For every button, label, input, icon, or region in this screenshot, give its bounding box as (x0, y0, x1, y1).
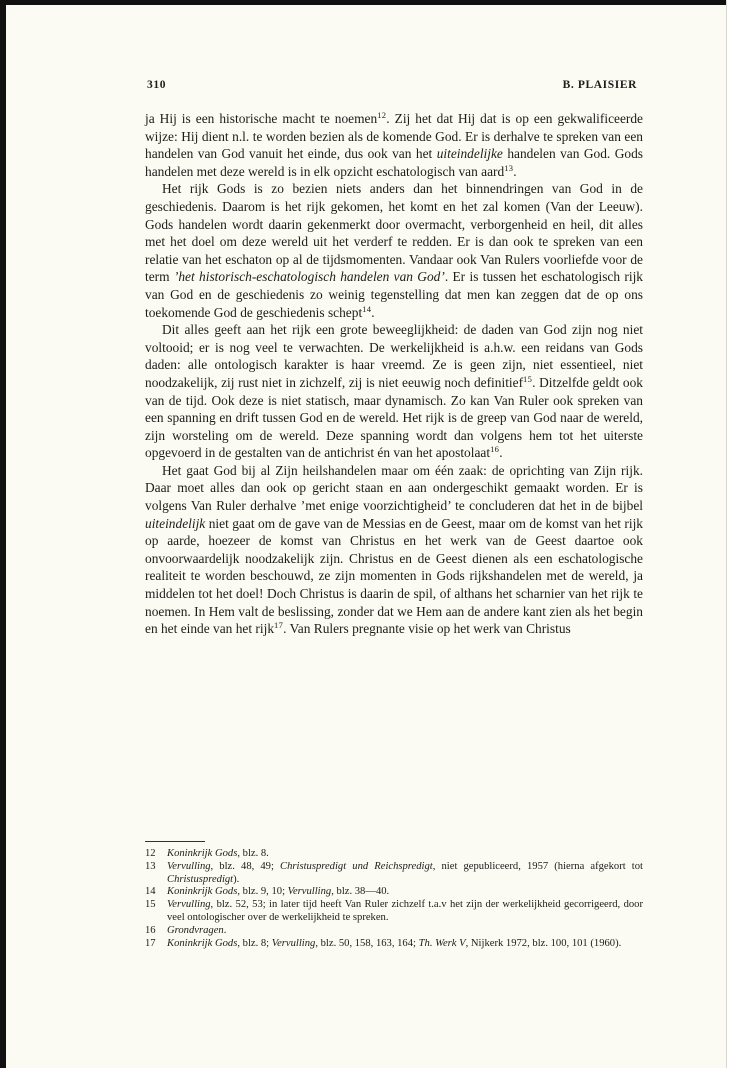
italic-text: Th. Werk V (418, 937, 466, 949)
page-number: 310 (147, 79, 167, 91)
italic-text: Koninkrijk Gods (167, 937, 238, 949)
italic-text: Vervulling (167, 899, 211, 911)
italic-text: Vervulling (271, 937, 316, 949)
running-author: B. PLAISIER (562, 79, 637, 91)
text-run: . (371, 304, 375, 320)
italic-text: Koninkrijk Gods (167, 848, 238, 859)
footnote-ref: 12 (377, 110, 387, 120)
italic-text: Koninkrijk Gods (167, 886, 238, 898)
text-run: . Ditzelfde geldt ook van de tijd. Ook deze is niet statisch, maar dynamisch. Zo kan Van Ruler ook spreken van een spanning en drift tussen God en de wereld. Het rijk is de greep van God naar de wereld, zijn worsteling om de wereld. Deze spanning wordt dan volgens hem tot het uiterste opgevoerd in de gestalten van de antichrist én van het apostolaat (145, 374, 644, 461)
footnote (145, 848, 643, 861)
italic-text: Vervulling (287, 886, 332, 898)
footnote (145, 886, 643, 899)
text-run: ja Hij is een historische macht te noemen (145, 111, 378, 126)
italic-text: Vervulling (167, 860, 211, 872)
italic-text: Grondvragen (167, 924, 224, 936)
footnote (145, 938, 643, 951)
text-run: Dit alles geeft aan het rijk een grote beweeglijkheid: de daden van God zijn nog niet voltooid; er is nog veel te verwachten. De werkelijkheid is a.h.w. een reidans van Gods daden: alle ontologisch karakter is haar vreemd. Ze is geen zijn, niet essentieel, niet noodzakelijk, zij rust niet in zichzelf, zij is niet eeuwig noch definitief (145, 322, 643, 390)
footnote-number: 15 (145, 899, 156, 911)
text-run: niet gaat om de gave van de Messias en de Geest, maar om de komst van het rijk op aarde, hoezeer de komst van Christus en het werk van de Geest daartoe ook onvoorwaardelijk noodzakelijk zijn. Christus en de Geest dienen als een eschatologische realiteit te worden beschouwd, ze zijn momenten in Gods rijkshandelen met de wereld, ja middelen tot het doel! Doch Christus is daarin de spil, of althans het scharnier van het rijk te noemen. In Hem valt de beslissing, zonder dat we Hem aan de andere kant zien als het begin en het einde van het rijk (145, 515, 643, 637)
scan-margin-right (727, 0, 738, 1068)
text-run: . (223, 924, 227, 936)
text-run: , blz. 52, 53; in later tijd heeft Van Ruler zichzelf t.a.v het zijn der werkelijkheid gecorrigeerd, door veel ontologischer over de werkelijkheid te spreken. (167, 899, 643, 923)
text-run: Het rijk Gods is zo bezien niets anders dan het binnendringen van God in de geschiedenis. Daarom is het rijk gekomen, het komt en het zal komen (Van der Leeuw). Gods handelen wordt daarin gekenmerkt door overmacht, verborgenheid en heil, dit alles met het doel om deze wereld uit het verderf te redden. Er is dan ook te spreken van een relatie van het eschaton op al de tijdsmomenten. Vandaar ook Van Rulers voorliefde voor de term (145, 181, 643, 285)
scan-edge-top (0, 0, 738, 5)
italic-text: ’het historisch-eschatologisch handelen van God’ (173, 269, 445, 285)
footnote-ref: 14 (362, 303, 372, 314)
text-run: . Er is tussen het eschatologisch rijk van God en de geschiedenis zo weinig tegenstelling dat men kan zeggen dat de op ons toekomende God de geschiedenis schept (145, 269, 643, 320)
text-run: . (513, 163, 517, 179)
paragraph (145, 110, 643, 180)
footnote-number: 17 (145, 937, 156, 949)
text-run: , blz. 48, 49; (210, 860, 281, 872)
footnote (145, 861, 643, 887)
body-text (145, 110, 643, 638)
footnote-number: 12 (145, 848, 156, 859)
text-run: , blz. 9, 10; (237, 886, 288, 898)
text-run: Het gaat God bij al Zijn heilshandelen maar om één zaak: de oprichting van Zijn rijk. Daar moet alles dan ook op gericht staan en aan ondergeschikt gemaakt worden. Er is volgens Van Ruler derhalve ’met enige voorzichtigheid’ te concluderen dat het in de bijbel (145, 462, 643, 514)
paragraph (145, 321, 643, 462)
italic-text: uiteindelijk (145, 515, 206, 531)
text-run: . Zij het dat Hij dat is op een gekwalificeerde wijze: Hij dient n.l. te worden bezien als de komende God. Er is derhalve te spreken van een handelen van God vanuit het einde, dus ook van het (145, 111, 643, 162)
italic-text: Christuspredigt (167, 873, 234, 885)
footnote-separator (145, 841, 205, 842)
text-run: , blz. 50, 158, 163, 164; (315, 937, 419, 949)
text-run: . Van Rulers pregnante visie op het werk van Christus (283, 621, 571, 637)
footnote-number: 16 (145, 924, 156, 936)
text-run: , blz. 8. (237, 848, 269, 859)
footnote-ref: 16 (490, 444, 500, 455)
text-run: , Nijkerk 1972, blz. 100, 101 (1960). (465, 937, 622, 949)
italic-text: uiteindelijke (436, 146, 503, 162)
footnote (145, 899, 643, 925)
footnotes (145, 848, 643, 950)
running-header (147, 79, 637, 97)
footnote (145, 925, 643, 938)
text-run: , blz. 38—40. (331, 886, 390, 898)
text-run: , blz. 8; (237, 937, 272, 949)
text-run: . (499, 445, 503, 461)
scan-edge-left (0, 0, 6, 1068)
paragraph (145, 462, 643, 638)
footnote-ref: 15 (523, 373, 533, 384)
text-run: ). (233, 873, 240, 885)
footnote-number: 14 (145, 886, 156, 898)
footnote-number: 13 (145, 860, 156, 872)
text-run: handelen van God. Gods handelen met deze wereld is in elk opzicht eschatologisch van aard (145, 146, 643, 179)
text-run: , niet gepubliceerd, 1957 (hierna afgekort tot (432, 860, 643, 872)
paragraph (145, 180, 643, 321)
italic-text: Christuspredigt und Reichspredigt (280, 860, 433, 872)
footnote-ref: 13 (504, 162, 514, 173)
footnote-ref: 17 (274, 620, 284, 631)
